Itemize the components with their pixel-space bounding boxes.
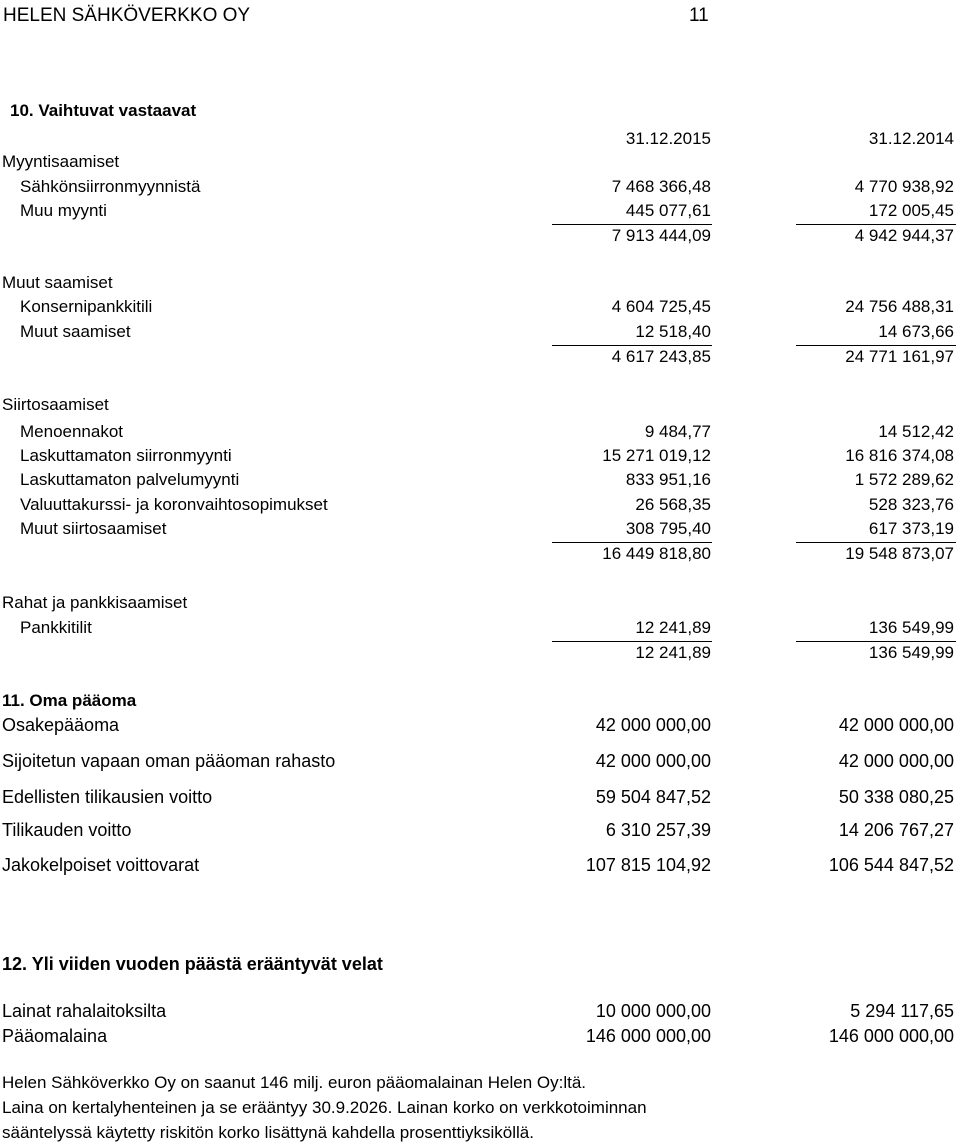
section-12-title: 12. Yli viiden vuoden päästä erääntyvät velat: [2, 954, 383, 974]
row-label: Jakokelpoiset voittovarat: [2, 855, 200, 875]
total-2014: 19 548 873,07: [845, 544, 954, 563]
value-2014: 528 323,76: [868, 495, 954, 514]
row-label: Edellisten tilikausien voitto: [2, 787, 213, 807]
row-label: Konsernipankkitili: [20, 297, 153, 316]
total-2014: 24 771 161,97: [845, 347, 954, 366]
value-2015: 308 795,40: [625, 519, 711, 538]
note-line: sääntelyssä käytetty riskitön korko lisättynä kahdella prosenttiyksiköllä.: [2, 1123, 534, 1142]
row-label: Sijoitetun vapaan oman pääoman rahasto: [2, 751, 336, 771]
row-label: Laskuttamaton palvelumyynti: [20, 470, 240, 489]
value-2015: 7 468 366,48: [611, 177, 711, 196]
total-2014: 136 549,99: [868, 643, 954, 662]
value-2015: 12 518,40: [635, 322, 711, 341]
column-header-2015: 31.12.2015: [625, 129, 711, 148]
page-number: 11: [689, 5, 709, 26]
row-label: Muut saamiset: [20, 322, 131, 341]
value-2014: 136 549,99: [868, 618, 954, 637]
group-heading: Rahat ja pankkisaamiset: [2, 593, 188, 612]
total-2014: 4 942 944,37: [854, 226, 954, 245]
value-2015: 107 815 104,92: [585, 855, 711, 875]
value-2015: 146 000 000,00: [585, 1026, 711, 1046]
value-2015: 10 000 000,00: [595, 1001, 711, 1021]
note-line: Laina on kertalyhenteinen ja se erääntyy 30.9.2026. Lainan korko on verkkotoiminnan: [2, 1098, 647, 1117]
value-2014: 42 000 000,00: [838, 715, 954, 735]
value-2014: 617 373,19: [868, 519, 954, 538]
value-2014: 1 572 289,62: [854, 470, 954, 489]
value-2014: 172 005,45: [868, 201, 954, 220]
section-10-title: 10. Vaihtuvat vastaavat: [10, 101, 197, 120]
value-2015: 445 077,61: [625, 201, 711, 220]
value-2014: 14 206 767,27: [838, 820, 954, 840]
value-2015: 9 484,77: [644, 422, 711, 441]
row-label: Sähkönsiirronmyynnistä: [20, 177, 201, 196]
value-2015: 12 241,89: [635, 618, 711, 637]
value-2015: 6 310 257,39: [605, 820, 711, 840]
subtotal-rule: [796, 224, 956, 225]
company-name: HELEN SÄHKÖVERKKO OY: [3, 5, 251, 26]
subtotal-rule: [796, 345, 956, 346]
value-2014: 106 544 847,52: [828, 855, 954, 875]
row-label: Laskuttamaton siirronmyynti: [20, 446, 232, 465]
value-2015: 26 568,35: [635, 495, 711, 514]
row-label: Osakepääoma: [2, 715, 120, 735]
total-2015: 4 617 243,85: [611, 347, 711, 366]
total-2015: 12 241,89: [635, 643, 711, 662]
value-2014: 5 294 117,65: [850, 1001, 954, 1021]
value-2015: 833 951,16: [625, 470, 711, 489]
row-label: Menoennakot: [20, 422, 124, 441]
row-label: Tilikauden voitto: [2, 820, 132, 840]
section-11-title: 11. Oma pääoma: [2, 691, 137, 710]
row-label: Pääomalaina: [2, 1026, 108, 1046]
row-label: Pankkitilit: [20, 618, 92, 637]
group-heading: Muut saamiset: [2, 273, 113, 292]
value-2014: 146 000 000,00: [828, 1026, 954, 1046]
value-2015: 15 271 019,12: [602, 446, 711, 465]
value-2014: 14 673,66: [878, 322, 954, 341]
value-2015: 42 000 000,00: [595, 751, 711, 771]
value-2015: 42 000 000,00: [595, 715, 711, 735]
row-label: Valuuttakurssi- ja koronvaihtosopimukset: [20, 495, 328, 514]
value-2014: 50 338 080,25: [838, 787, 954, 807]
subtotal-rule: [796, 641, 956, 642]
value-2015: 59 504 847,52: [595, 787, 711, 807]
note-line: Helen Sähköverkko Oy on saanut 146 milj. euron pääomalainan Helen Oy:ltä.: [2, 1073, 587, 1092]
total-2015: 16 449 818,80: [602, 544, 711, 563]
value-2014: 4 770 938,92: [854, 177, 954, 196]
subtotal-rule: [552, 641, 712, 642]
row-label: Muut siirtosaamiset: [20, 519, 167, 538]
row-label: Lainat rahalaitoksilta: [2, 1001, 167, 1021]
subtotal-rule: [796, 542, 956, 543]
subtotal-rule: [552, 345, 712, 346]
value-2014: 42 000 000,00: [838, 751, 954, 771]
value-2014: 14 512,42: [878, 422, 954, 441]
value-2015: 4 604 725,45: [611, 297, 711, 316]
total-2015: 7 913 444,09: [611, 226, 711, 245]
subtotal-rule: [552, 542, 712, 543]
value-2014: 16 816 374,08: [845, 446, 954, 465]
row-label: Muu myynti: [20, 201, 107, 220]
value-2014: 24 756 488,31: [845, 297, 954, 316]
column-header-2014: 31.12.2014: [868, 129, 954, 148]
subtotal-rule: [552, 224, 712, 225]
group-heading: Myyntisaamiset: [2, 152, 120, 171]
group-heading: Siirtosaamiset: [2, 395, 109, 414]
